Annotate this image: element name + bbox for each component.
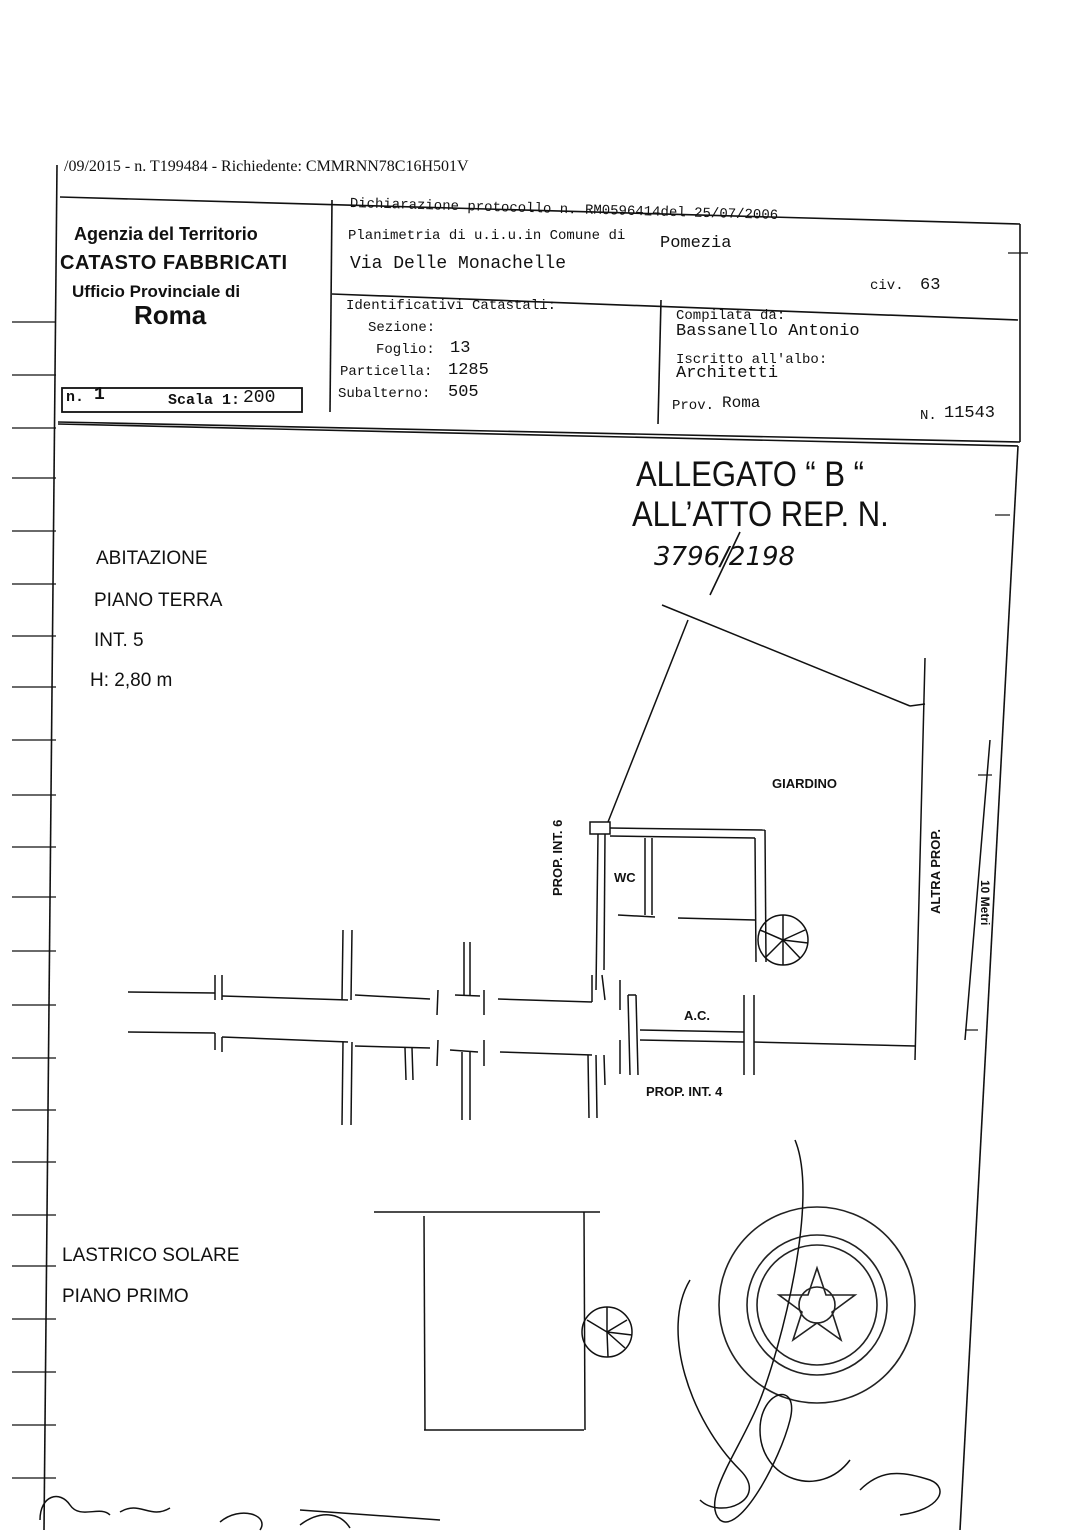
comune-name: Pomezia [660, 234, 732, 253]
compilata-name: Bassanello Antonio [676, 322, 860, 341]
compilata-label: Compilata da: [676, 308, 786, 324]
allegato-rep-line: ALL’ATTO REP. N. [632, 494, 889, 535]
garden-boundary-line [608, 620, 688, 822]
floor2-title: LASTRICO SOLARE [62, 1245, 240, 1266]
civ-label: civ. [870, 278, 904, 294]
sheet-number-label: n. [66, 389, 85, 406]
ac-label: A.C. [684, 1008, 710, 1023]
foglio-value: 13 [450, 339, 471, 358]
ufficio-label: Ufficio Provinciale di [72, 282, 241, 301]
street-address: Via Delle Monachelle [350, 254, 567, 274]
floor1-title: ABITAZIONE [96, 548, 208, 569]
altra-prop-boundary [915, 658, 925, 1060]
floor-plan-first [300, 1212, 632, 1520]
floor1-height: H: 2,80 m [90, 670, 173, 691]
scale-value: 200 [243, 388, 276, 408]
albo-number: 11543 [944, 404, 996, 423]
scale-label: Scala 1: [168, 392, 241, 409]
prop-int-4-label: PROP. INT. 4 [646, 1084, 723, 1099]
particella-label: Particella: [340, 364, 433, 380]
foglio-label: Foglio: [376, 342, 435, 358]
agency-name: Agenzia del Territorio [74, 224, 258, 244]
floor1-piano: PIANO TERRA [94, 590, 223, 611]
request-header: /09/2015 - n. T199484 - Richiedente: CMMRNN78C16H501V [64, 158, 469, 175]
particella-value: 1285 [448, 361, 489, 380]
prop-int-6-label: PROP. INT. 6 [550, 819, 565, 896]
subalterno-label: Subalterno: [338, 386, 431, 402]
planimetria-line: Planimetria di u.i.u.in Comune di [348, 228, 626, 244]
subalterno-value: 505 [448, 383, 479, 402]
signature-graphic [40, 1140, 940, 1530]
catasto-title: CATASTO FABBRICATI [60, 252, 288, 274]
declaration-line: Dichiarazione protocollo n. RM0596414del 25/07/2006 [349, 196, 779, 224]
sezione-label: Sezione: [368, 320, 436, 336]
albo-label: Iscritto all'albo: [676, 352, 828, 368]
notary-seal-graphic [719, 1207, 915, 1403]
side-scale-text: 10 Metri [978, 880, 992, 926]
office-city: Roma [134, 300, 207, 330]
civ-number: 63 [920, 276, 941, 295]
allegato-title: ALLEGATO “ B “ [636, 454, 864, 495]
albo-number-label: N. [920, 408, 937, 424]
giardino-label: GIARDINO [772, 776, 837, 791]
sheet-number: 1 [94, 385, 105, 405]
identificativi-title: Identificativi Catastali: [346, 298, 557, 314]
drawing-frame-top [58, 424, 1018, 446]
altra-prop-label: ALTRA PROP. [928, 829, 943, 914]
wc-label: WC [614, 870, 636, 885]
allegato-rep-number: 3796/2198 [654, 542, 796, 572]
prov-value: Roma [722, 394, 761, 412]
prov-label: Prov. [672, 398, 715, 414]
floor2-piano: PIANO PRIMO [62, 1286, 189, 1307]
floor1-int: INT. 5 [94, 630, 144, 651]
albo-value: Architetti [676, 364, 779, 383]
